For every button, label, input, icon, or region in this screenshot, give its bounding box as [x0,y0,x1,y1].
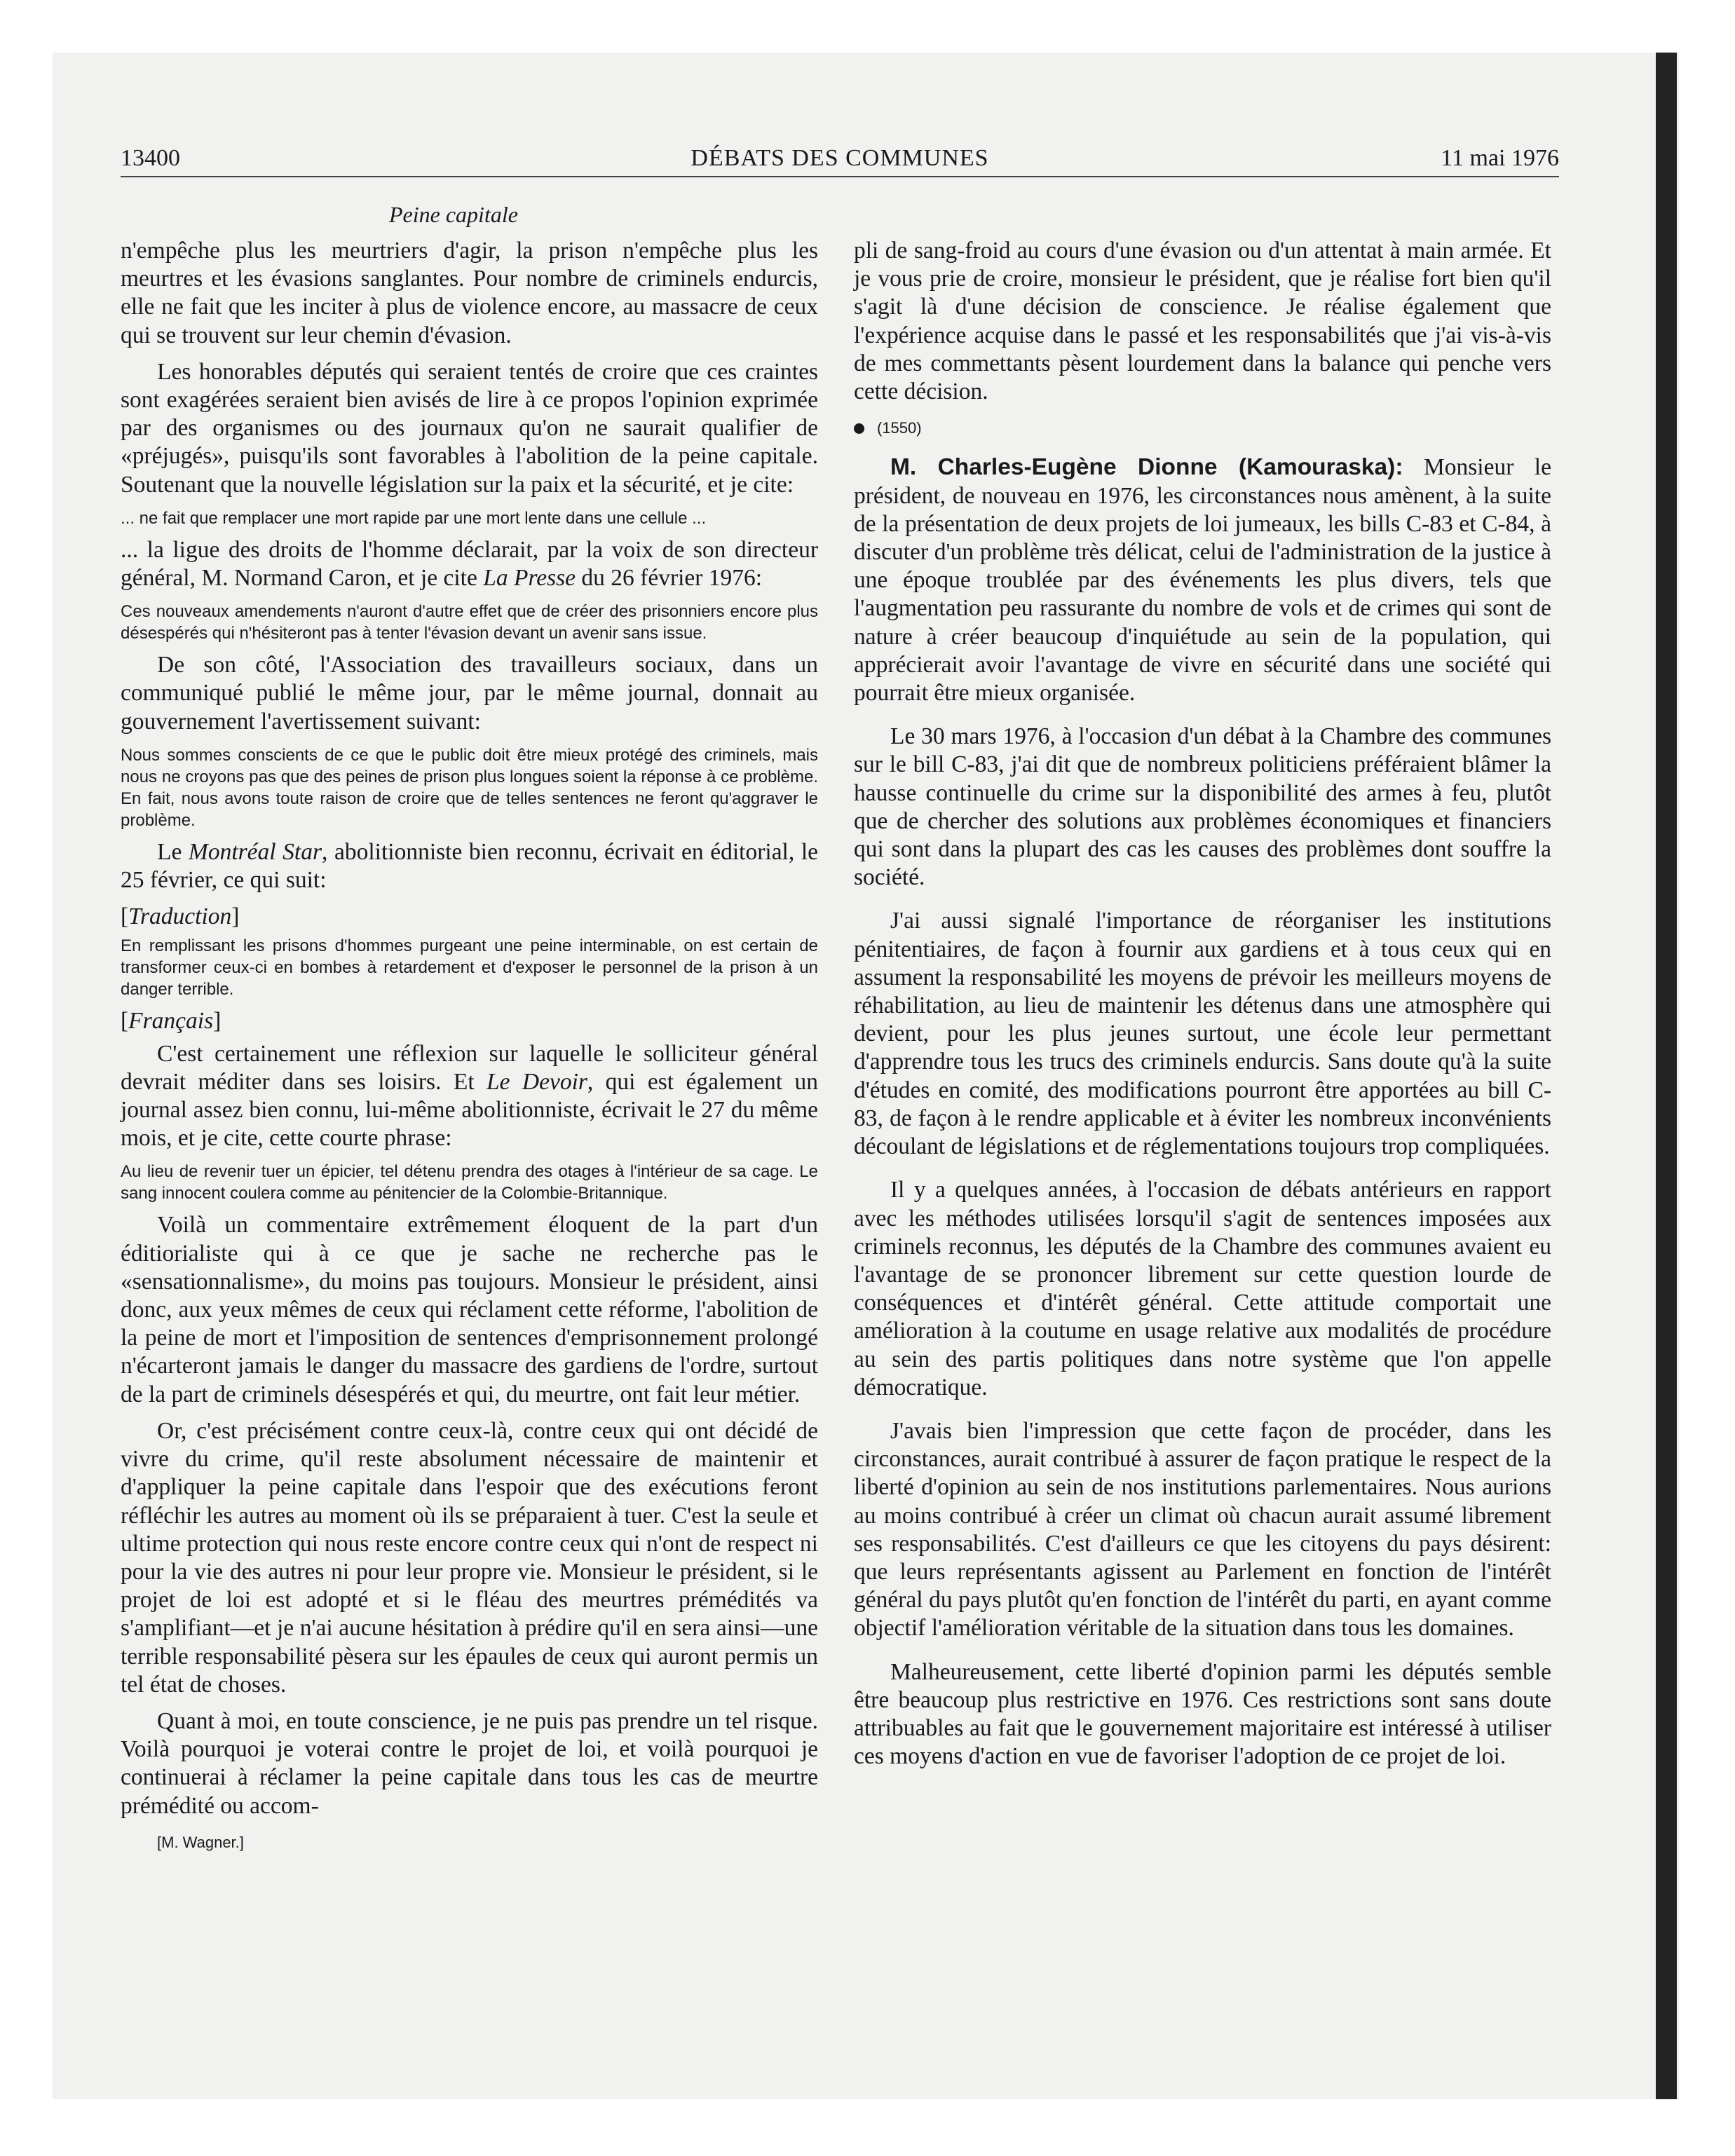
text-run: ... la ligue des droits de l'homme déclarait, par la voix de son directeur général, M. Normand Caron, et je cite [121,536,818,592]
newspaper-name: La Presse [483,565,576,592]
text-run: du 26 février 1976: [576,565,763,592]
text-run: , qui est également un journal assez bien connu, lui-même abolitionniste, écrivait le 27 du même mois, et je cite, cette courte phrase: [121,1068,818,1152]
paragraph: De son côté, l'Association des travailleurs sociaux, dans un communiqué publié le même jour, par le même journal, donnait au gouvernement l'avertissement suivant: [121,652,818,735]
newspaper-name: Le Devoir [487,1068,587,1095]
paragraph: J'avais bien l'impression que cette façon de procéder, dans les circonstances, aurait contribué à assurer de façon pratique le respect de la liberté d'opinion au sein de nos institutions parlementaires. Nous aurions au moins contribué à créer un climat où chacun aurait assumé librement ses responsabilités. C'est d'ailleurs ce que les citoyens du pays désirent: que leurs représentants agissent au Parlement en fonction de l'intérêt général du pays plutôt qu'en fonction de l'intérêt du parti, en ayant comme objectif l'amélioration véritable de la situation dans tous les domaines. [854,1417,1551,1642]
block-quote: ... ne fait que remplacer une mort rapide par une mort lente dans une cellule ... [121,508,707,528]
paragraph: Les honorables députés qui seraient tentés de croire que ces craintes sont exagérées seraient bien avisés de lire à ce propos l'opinion exprimée par des organismes ou des journaux qu'on ne saurait qualifier de «préjugés», puisqu'ils sont favorables à l'abolition de la peine capitale. Soutenant que la nouvelle législation sur la paix et la sécurité, et je cite: [121,358,818,498]
paragraph [854,453,1551,707]
block-quote: Nous sommes conscients de ce que le public doit être mieux protégé des criminels, mais nous ne croyons pas que des peines de prison plus longues soient la réponse à ce problème. En fait, nous avons toute raison de croire que de telles sentences ne feront qu'aggraver le problème. [121,745,818,830]
paragraph [121,536,818,592]
time-stamp: (1550) [877,419,922,437]
paragraph: Or, c'est précisément contre ceux-là, contre ceux qui ont décidé de vivre du crime, qu'il reste absolument nécessaire de maintenir et d'appliquer la peine capitale dans l'espoir que des exécutions feront réfléchir les autres au moment où ils se préparaient à tuer. C'est la seule et ultime protection qui nous reste encore contre ceux qui n'ont de respect ni pour la vie des autres ni pour leur propre vie. Monsieur le président, si le projet de loi est adopté et si le fléau des meurtres prémédités va s'amplifiant—et je n'ai aucune hésitation à prédire qu'il en sera ainsi—une terrible responsabilité pèsera sur les épaules de ceux qui auront permis un tel état de choses. [121,1417,818,1698]
language-label: Traduction [128,903,232,930]
speaker-attribution: [M. Wagner.] [157,1833,244,1851]
paragraph: Malheureusement, cette liberté d'opinion parmi les députés semble être beaucoup plus restrictive en 1976. Ces restrictions sont sans doute attribuables au fait que le gouvernement majoritaire est intéressé à utiliser ces moyens d'action en vue de favoriser l'adoption de ce projet de loi. [854,1658,1551,1770]
time-marker [854,414,1551,442]
page-header [121,144,1559,177]
paragraph: Il y a quelques années, à l'occasion de débats antérieurs en rapport avec les méthodes utilisées lorsqu'il s'agit de sentences imposées aux criminels reconnus, les députés de la Chambre des communes avaient eu l'avantage de se prononcer librement sur cette question lourde de conséquences et d'intérêt général. Cette attitude comportait une amélioration à la coutume en usage relative aux modalités de procédure au sein des partis politiques dans notre système que l'on appelle démocratique. [854,1177,1551,1400]
paragraph: J'ai aussi signalé l'importance de réorganiser les institutions pénitentiaires, de façon à fournir aux gardiens et à tous ceux qui en assument la responsabilité les moyens de prévoir les meilleurs moyens de réhabilitation, au lieu de maintenir les détenus dans une atmosphère qui devient, pour les plus jeunes surtout, une école leur permettant d'apprendre tous les trucs des criminels endurcis. Sans doute qu'à la suite d'études en comité, des modifications pourront être apportées au bill C-83, de façon à le rendre applicable et à éviter les nombreux inconvénients découlant de législations et de réglementations toujours trop compliquées. [854,908,1551,1160]
left-column [121,237,818,1865]
language-label: Français [128,1008,214,1035]
scan-edge-bar [1656,53,1677,2099]
text-run: Monsieur le président, de nouveau en 1976, les circonstances nous amènent, à la suite de la présentation de deux projets de loi jumeaux, les bills C-83 et C-84, à discuter d'un problème très délicat, celui de l'administration de la justice à une époque troublée par des événements les plus divers, tels que l'augmentation peu rassurante du nombre de vols et de crimes qui sont de nature à créer beaucoup d'inquiétude au sein de la population, qui apprécierait avoir l'avantage de vivre en sécurité dans une société qui pourrait être mieux organisée. [854,454,1551,707]
paragraph: Voilà un commentaire extrêmement éloquent de la part d'un éditiorialiste qui à ce que je sache ne recherche pas le «sensationnalisme», du moins pas toujours. Monsieur le président, ainsi donc, aux yeux mêmes de ceux qui réclament cette réforme, l'abolition de la peine de mort et l'imposition de sentences d'emprisonnement prolongé n'écarteront jamais le danger du massacre des gardiens de l'ordre, surtout de la part de criminels désespérés et qui, du meurtre, ont fait leur métier. [121,1212,818,1407]
block-quote: Au lieu de revenir tuer un épicier, tel détenu prendra des otages à l'intérieur de sa cage. Le sang innocent coulera comme au pénitencier de la Colombie-Britannique. [121,1162,818,1203]
text-run: , abolitionniste bien reconnu, écrivait en éditorial, le 25 février, ce qui suit: [121,838,818,894]
paragraph: pli de sang-froid au cours d'une évasion ou d'un attentat à main armée. Et je vous prie de croire, monsieur le président, que je réalise fort bien qu'il s'agit là d'une décision de conscience. Je réalise également que l'expérience acquise dans le passé et les responsabilités que j'ai vis-à-vis de mes commettants pèsent lourdement dans la balance qui penche vers cette décision. [854,238,1551,405]
paragraph [121,838,818,894]
paragraph [121,1040,818,1153]
bullet-dot-icon [854,423,864,434]
language-marker: [Français] [121,1008,222,1035]
paragraph: Le 30 mars 1976, à l'occasion d'un débat à la Chambre des communes sur le bill C-83, j'ai dit que de nombreux politiciens préféraient blâmer la hausse continuelle du crime sur la disponibilité des armes à feu, plutôt que de chercher des solutions aux problèmes économiques et financiers qui sont dans la plupart des cas les causes des problèmes dont souffre la société. [854,723,1551,891]
page-number: 13400 [121,145,180,171]
publication-date: 11 mai 1976 [1441,145,1559,171]
text-run: C'est certainement une réflexion sur laquelle le solliciteur général devrait méditer dans ses loisirs. Et [121,1040,818,1095]
running-title: Peine capitale [389,202,518,227]
newspaper-name: Montréal Star [188,838,322,865]
paragraph: n'empêche plus les meurtriers d'agir, la prison n'empêche plus les meurtres et les évasions sanglantes. Pour nombre de criminels endurcis, elle ne fait que les inciter à plus de violence encore, au massacre de ceux qui se trouvent sur leur chemin d'évasion. [121,238,818,348]
right-column [854,237,1551,1779]
text-run: Le [157,838,189,865]
block-quote: En remplissant les prisons d'hommes purgeant une peine interminable, on est certain de transformer ceux-ci en bombes à retardement et d'exposer le personnel de la prison à un danger terrible. [121,936,818,999]
publication-title: DÉBATS DES COMMUNES [690,145,989,171]
block-quote: Ces nouveaux amendements n'auront d'autre effet que de créer des prisonniers encore plus désespérés qui n'hésiteront pas à tenter l'évasion devant un avenir sans issue. [121,602,818,643]
language-marker: [Traduction] [121,903,240,930]
speaker-name: M. Charles-Eugène Dionne (Kamouraska): [890,454,1403,481]
paragraph: Quant à moi, en toute conscience, je ne puis pas prendre un tel risque. Voilà pourquoi je voterai contre le projet de loi, et voilà pourquoi je continuerai à réclamer la peine capitale dans tous les cas de meurtre prémédité ou accom- [121,1707,818,1819]
